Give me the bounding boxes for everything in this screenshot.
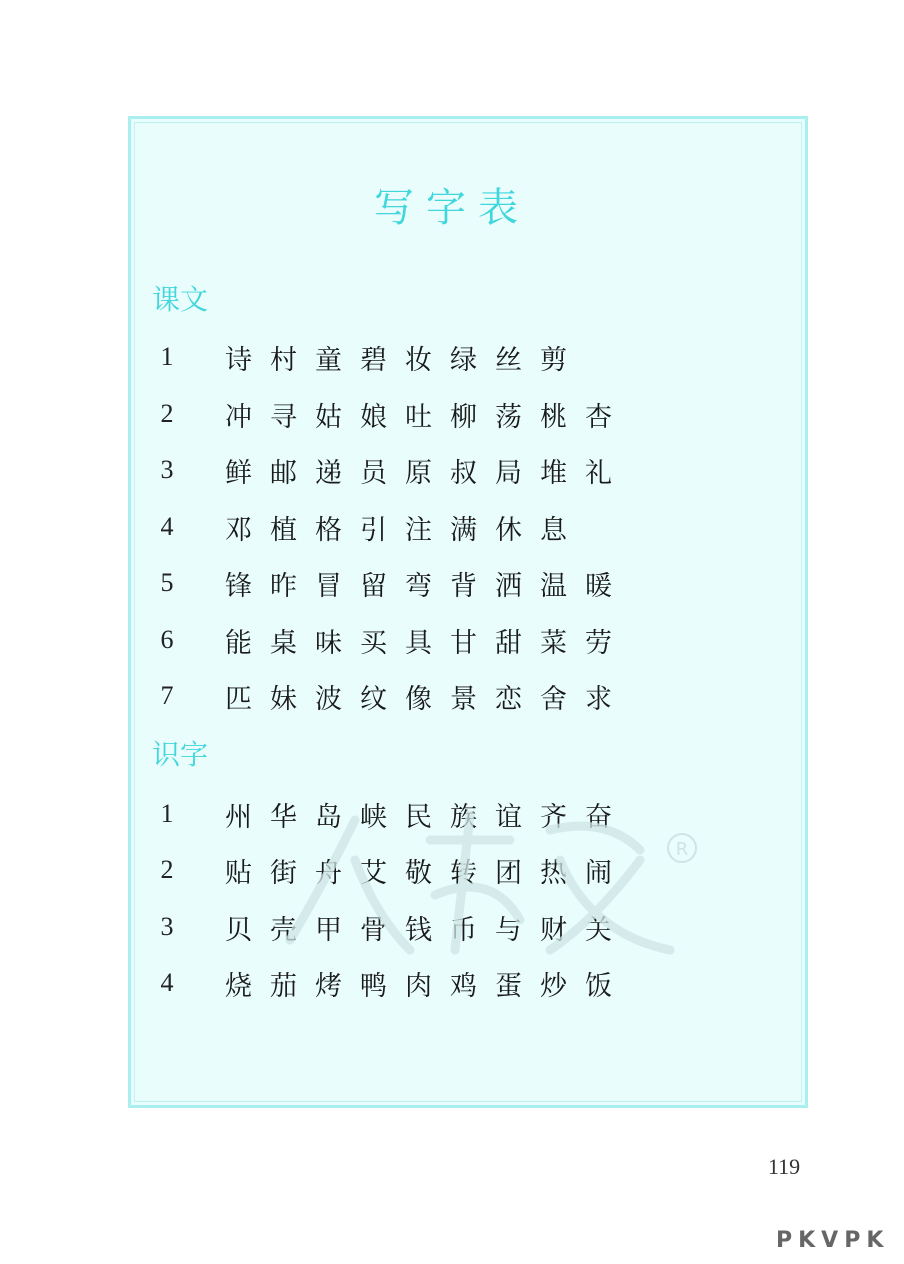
char: 娘 — [360, 401, 387, 433]
corner-logo: PKVPK — [776, 1228, 890, 1253]
char: 肉 — [405, 970, 432, 1002]
char: 鸡 — [450, 970, 477, 1002]
char: 休 — [495, 514, 522, 546]
char: 格 — [315, 514, 342, 546]
char: 奋 — [585, 801, 612, 833]
row-number: 4 — [160, 968, 174, 997]
char: 鸭 — [360, 970, 387, 1002]
char: 闹 — [585, 857, 612, 889]
char: 温 — [540, 570, 567, 602]
table-row — [152, 620, 621, 660]
char: 锋 — [225, 570, 252, 602]
char: 茄 — [270, 970, 297, 1002]
char: 族 — [450, 801, 477, 833]
char: 波 — [315, 683, 342, 715]
char: 能 — [225, 627, 252, 659]
table-row — [152, 963, 621, 1003]
char: 邓 — [225, 514, 252, 546]
char: 原 — [405, 457, 432, 489]
table-row — [152, 907, 621, 947]
char: 民 — [405, 801, 432, 833]
char: 求 — [585, 683, 612, 715]
char: 菜 — [540, 627, 567, 659]
char: 州 — [225, 801, 252, 833]
char: 蛋 — [495, 970, 522, 1002]
page-title: 写字表 — [374, 185, 530, 231]
char: 舟 — [315, 857, 342, 889]
char: 币 — [450, 914, 477, 946]
char: 背 — [450, 570, 477, 602]
char: 邮 — [270, 457, 297, 489]
table-row — [152, 450, 621, 490]
row-number: 1 — [160, 799, 174, 828]
char: 财 — [540, 914, 567, 946]
char: 暖 — [585, 570, 612, 602]
char: 与 — [495, 914, 522, 946]
table-row — [152, 563, 621, 603]
char: 恋 — [495, 683, 522, 715]
char: 甜 — [495, 627, 522, 659]
section-heading-shizi: 识字 — [152, 738, 209, 771]
char: 昨 — [270, 570, 297, 602]
char: 舍 — [540, 683, 567, 715]
char: 留 — [360, 570, 387, 602]
char: 烧 — [225, 970, 252, 1002]
char: 叔 — [450, 457, 477, 489]
row-number: 3 — [160, 912, 174, 941]
table-row — [152, 507, 576, 547]
table-row — [152, 676, 621, 716]
char: 绿 — [450, 344, 477, 376]
char: 桃 — [540, 401, 567, 433]
row-number: 1 — [160, 342, 174, 371]
char: 峡 — [360, 801, 387, 833]
char: 贴 — [225, 857, 252, 889]
char: 洒 — [495, 570, 522, 602]
char: 诗 — [225, 344, 252, 376]
section-heading-kewen: 课文 — [152, 283, 209, 316]
char: 满 — [450, 514, 477, 546]
char: 鲜 — [225, 457, 252, 489]
table-row — [152, 850, 621, 890]
char: 敬 — [405, 857, 432, 889]
char: 劳 — [585, 627, 612, 659]
char: 壳 — [270, 914, 297, 946]
row-number: 4 — [160, 512, 174, 541]
char: 团 — [495, 857, 522, 889]
char: 妆 — [405, 344, 432, 376]
char: 甲 — [315, 914, 342, 946]
char: 植 — [270, 514, 297, 546]
char: 引 — [360, 514, 387, 546]
char: 姑 — [315, 401, 342, 433]
char: 冒 — [315, 570, 342, 602]
char: 味 — [315, 627, 342, 659]
char: 具 — [405, 627, 432, 659]
row-number: 7 — [160, 681, 174, 710]
char: 息 — [540, 514, 567, 546]
char: 街 — [270, 857, 297, 889]
char: 关 — [585, 914, 612, 946]
char: 冲 — [225, 401, 252, 433]
char: 齐 — [540, 801, 567, 833]
char: 匹 — [225, 683, 252, 715]
char: 递 — [315, 457, 342, 489]
row-number: 2 — [160, 399, 174, 428]
char: 炒 — [540, 970, 567, 1002]
char: 景 — [450, 683, 477, 715]
char: 吐 — [405, 401, 432, 433]
char: 贝 — [225, 914, 252, 946]
char: 碧 — [360, 344, 387, 376]
char: 华 — [270, 801, 297, 833]
char: 荡 — [495, 401, 522, 433]
char: 甘 — [450, 627, 477, 659]
char: 礼 — [585, 457, 612, 489]
char: 买 — [360, 627, 387, 659]
svg-text:R: R — [675, 839, 689, 860]
char: 剪 — [540, 344, 567, 376]
row-number: 5 — [160, 568, 174, 597]
char: 岛 — [315, 801, 342, 833]
char: 寻 — [270, 401, 297, 433]
char: 钱 — [405, 914, 432, 946]
table-row — [152, 337, 576, 377]
char: 桌 — [270, 627, 297, 659]
char: 堆 — [540, 457, 567, 489]
char: 员 — [360, 457, 387, 489]
char: 妹 — [270, 683, 297, 715]
char: 转 — [450, 857, 477, 889]
char: 烤 — [315, 970, 342, 1002]
writing-table-panel — [128, 116, 808, 1108]
char: 丝 — [495, 344, 522, 376]
char: 村 — [270, 344, 297, 376]
char: 饭 — [585, 970, 612, 1002]
row-number: 3 — [160, 455, 174, 484]
char: 像 — [405, 683, 432, 715]
page-number: 119 — [768, 1154, 801, 1179]
char: 骨 — [360, 914, 387, 946]
char: 弯 — [405, 570, 432, 602]
table-row — [152, 794, 621, 834]
char: 杏 — [585, 401, 612, 433]
char: 纹 — [360, 683, 387, 715]
row-number: 6 — [160, 625, 174, 654]
char: 注 — [405, 514, 432, 546]
char: 柳 — [450, 401, 477, 433]
char: 谊 — [495, 801, 522, 833]
char: 艾 — [360, 857, 387, 889]
table-row — [152, 394, 621, 434]
row-number: 2 — [160, 855, 174, 884]
char: 童 — [315, 344, 342, 376]
char: 热 — [540, 857, 567, 889]
char: 局 — [495, 457, 522, 489]
